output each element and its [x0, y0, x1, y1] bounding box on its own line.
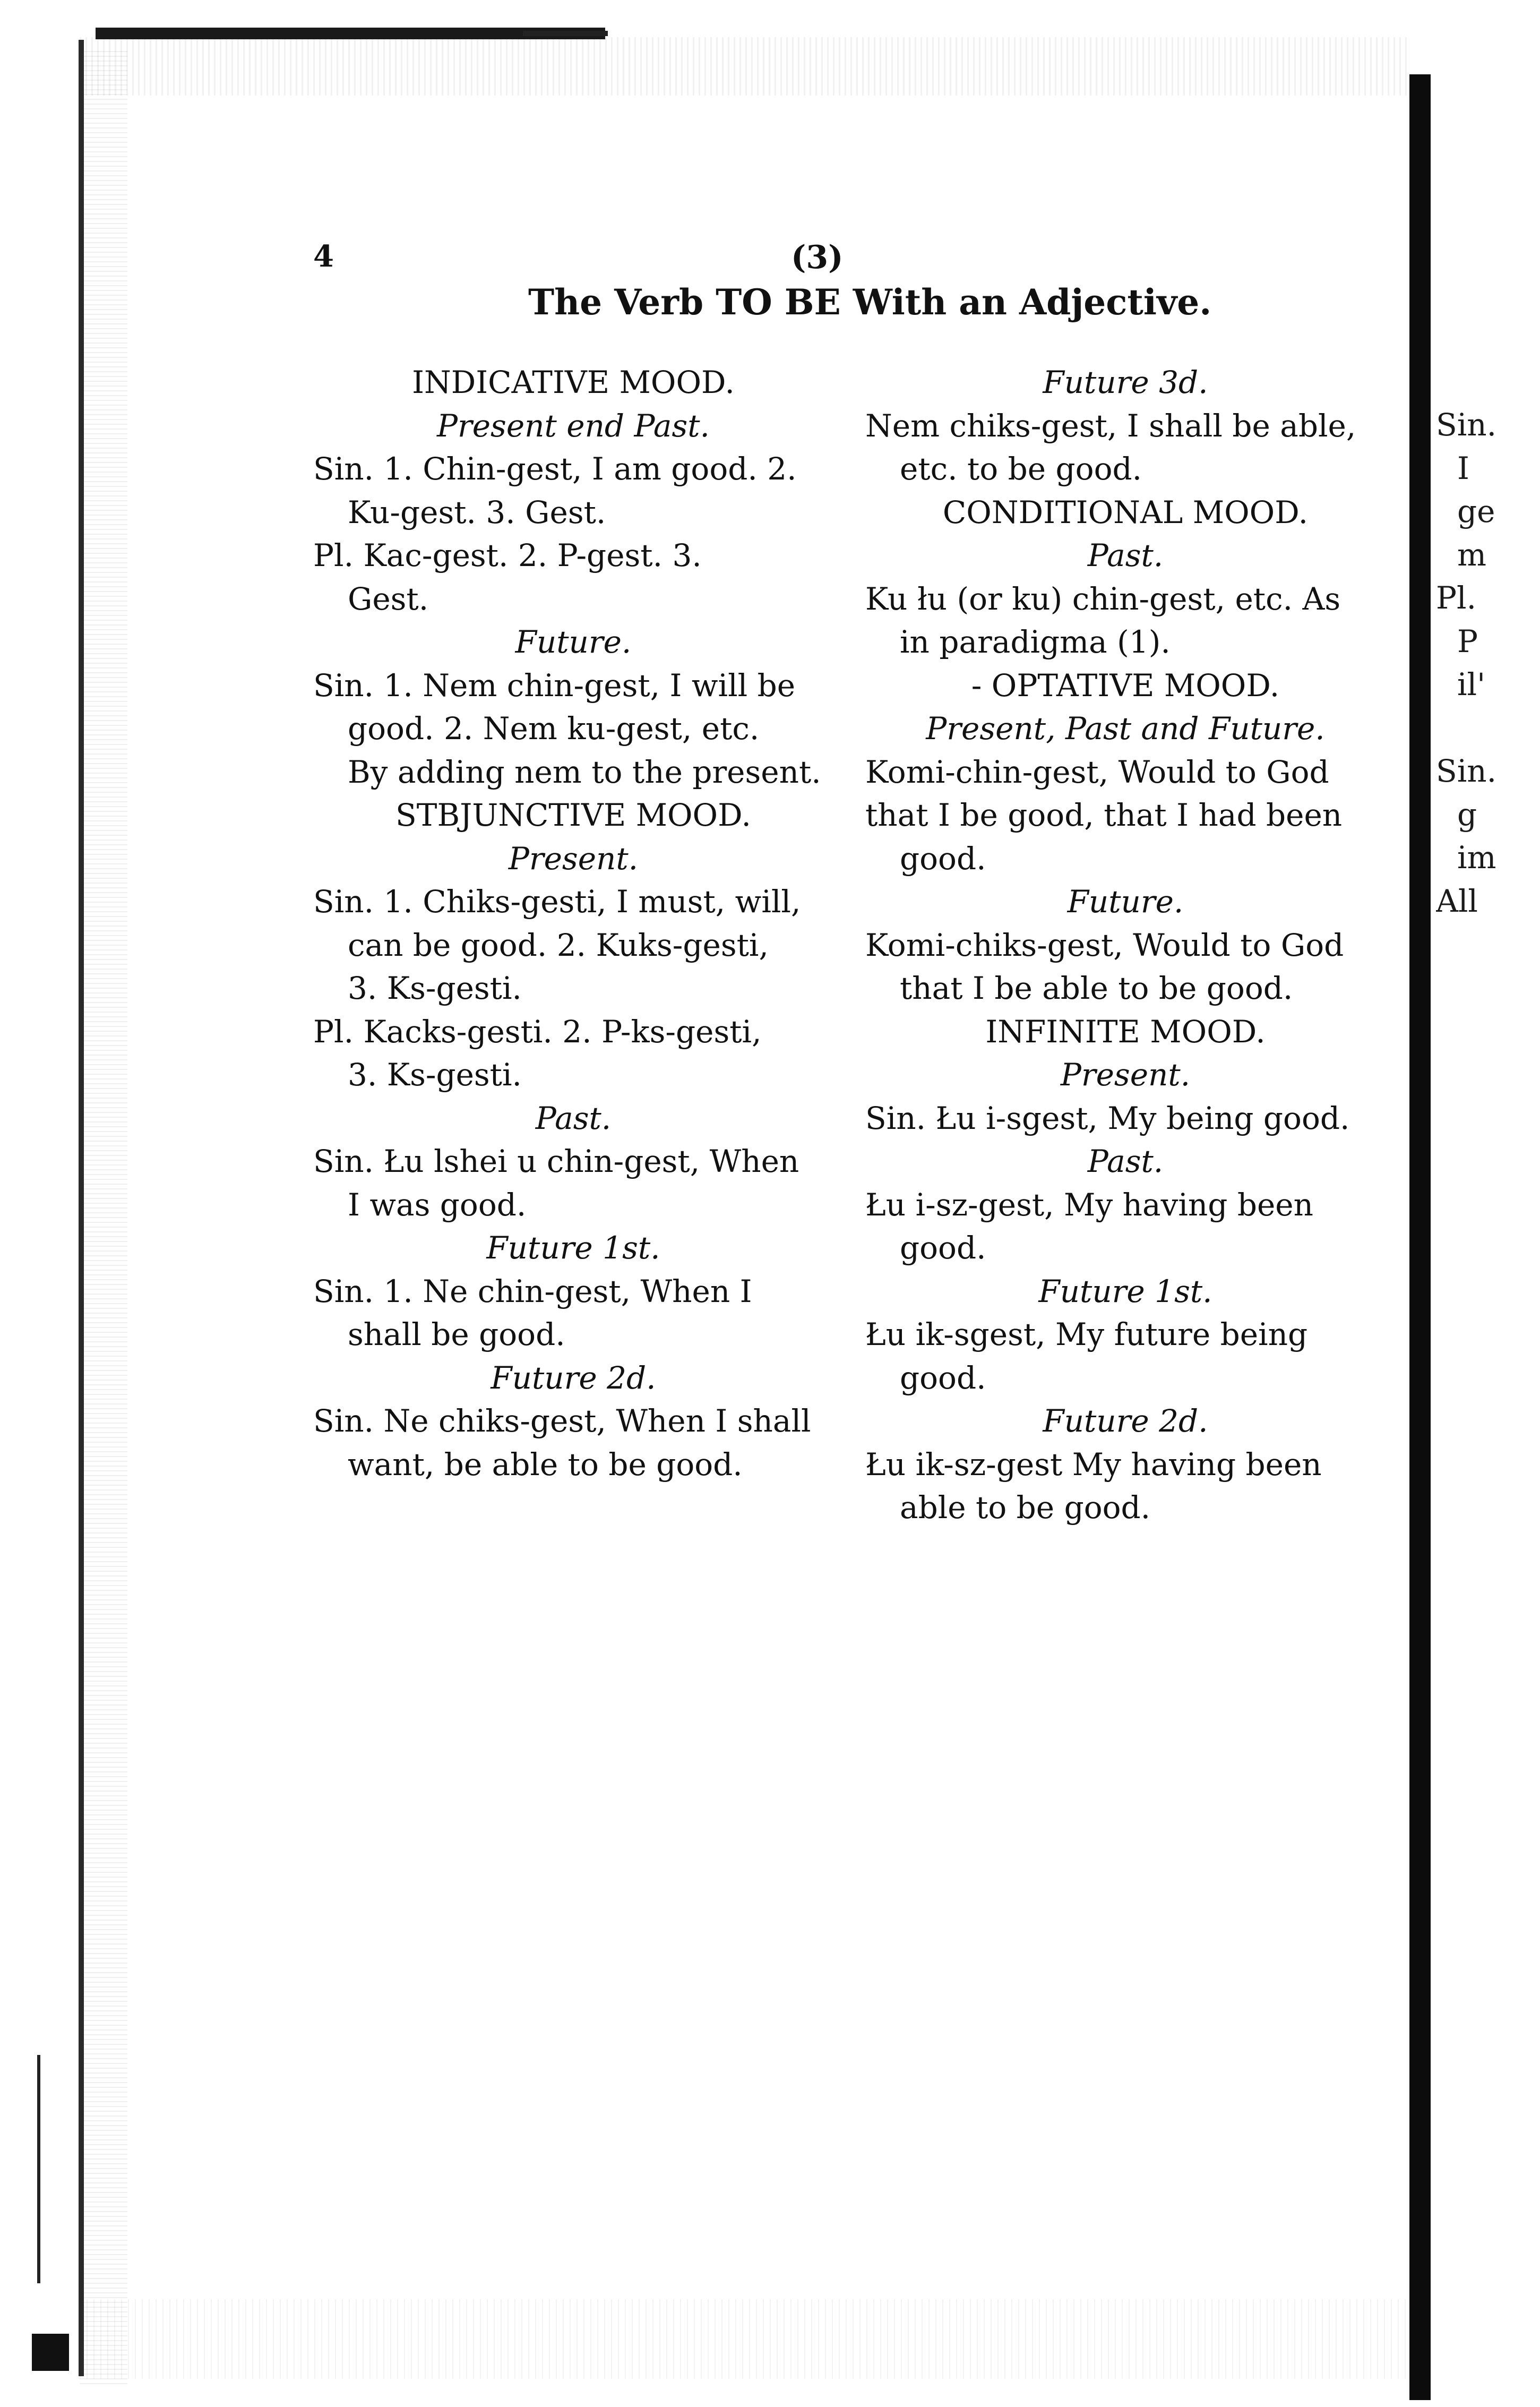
fragment-line: im: [1457, 840, 1496, 876]
tense-subheading: Future 1st.: [1038, 1273, 1212, 1309]
paradigm-line: Łu i-sz-gest, My having been: [865, 1186, 1313, 1223]
tense-subheading: Present end Past.: [436, 407, 710, 444]
fragment-line: I: [1457, 450, 1469, 486]
fragment-line: Sin.: [1436, 753, 1497, 789]
fragment-line: P: [1457, 623, 1478, 659]
paradigm-line: Sin. 1. Chiks-gesti, I must, will,: [313, 884, 801, 920]
fragment-line: il': [1457, 666, 1486, 703]
page-edge-left: [79, 40, 84, 2376]
paradigm-line: Sin. Łu i-sgest, My being good.: [865, 1100, 1350, 1136]
paradigm-line: etc. to be good.: [900, 451, 1142, 487]
fragment-line: ge: [1457, 493, 1495, 529]
mood-heading: STBJUNCTIVE MOOD.: [395, 797, 751, 833]
page-gutter-right: [1409, 74, 1431, 2400]
tense-subheading: Present.: [508, 840, 639, 877]
paradigm-line: good.: [900, 1230, 986, 1266]
paradigm-line: 3. Ks-gesti.: [348, 1057, 522, 1093]
tense-subheading: Past.: [535, 1100, 612, 1136]
paradigm-line: Komi-chin-gest, Would to God: [865, 753, 1329, 790]
paradigm-line: Ku łu (or ku) chin-gest, etc. As: [865, 580, 1341, 617]
paradigm-line: Pl. Kac-gest. 2. P-gest. 3.: [313, 537, 702, 573]
paradigm-line: Ku-gest. 3. Gest.: [348, 494, 606, 530]
scan-stroke-mark: [37, 2055, 40, 2283]
fragment-line: Sin.: [1436, 407, 1497, 443]
page-title: The Verb TO BE With an Adjective.: [528, 281, 1212, 323]
paradigm-line: can be good. 2. Kuks-gesti,: [348, 927, 769, 963]
paradigm-line: Łu ik-sz-gest My having been: [865, 1446, 1322, 1483]
paradigm-line: Sin. 1. Chin-gest, I am good. 2.: [313, 451, 797, 487]
paradigm-line: Sin. Ne chiks-gest, When I shall: [313, 1403, 811, 1439]
paradigm-line: By adding nem to the present.: [348, 753, 821, 790]
paradigm-line: that I be good, that I had been: [865, 797, 1343, 833]
mood-heading: CONDITIONAL MOOD.: [942, 494, 1309, 530]
tense-subheading: Future 3d.: [1043, 364, 1208, 400]
scan-corner-mark: [32, 2334, 69, 2371]
fragment-line: m: [1457, 536, 1486, 573]
paradigm-line: Komi-chiks-gest, Would to God: [865, 927, 1344, 963]
scan-noise-left: [80, 48, 127, 2384]
fragment-line: g: [1457, 796, 1477, 833]
left-column: [313, 361, 833, 1486]
right-column: [865, 361, 1386, 1530]
paradigm-line: Pl. Kacks-gesti. 2. P-ks-gesti,: [313, 1013, 762, 1050]
paradigm-line: in paradigma (1).: [900, 624, 1171, 660]
paradigm-line: Sin. 1. Ne chin-gest, When I: [313, 1273, 752, 1309]
mood-heading: - OPTATIVE MOOD.: [971, 667, 1280, 704]
paradigm-line: Sin. Łu lshei u chin-gest, When: [313, 1143, 799, 1179]
paradigm-line: Łu ik-sgest, My future being: [865, 1316, 1308, 1352]
tense-subheading: Future 2d.: [1043, 1403, 1208, 1439]
section-number: (3): [791, 239, 844, 276]
tense-subheading: Future 2d.: [491, 1359, 656, 1396]
mood-heading: INDICATIVE MOOD.: [412, 364, 735, 400]
paradigm-line: shall be good.: [348, 1316, 565, 1352]
paradigm-line: Nem chiks-gest, I shall be able,: [865, 407, 1356, 444]
tense-subheading: Future 1st.: [486, 1230, 660, 1266]
paradigm-line: good.: [900, 840, 986, 877]
mood-heading: INFINITE MOOD.: [985, 1013, 1266, 1050]
tense-subheading: Past.: [1087, 1143, 1164, 1179]
paradigm-line: able to be good.: [900, 1489, 1151, 1526]
tense-subheading: Present.: [1060, 1057, 1191, 1093]
paradigm-line: good.: [900, 1359, 986, 1396]
tense-subheading: Past.: [1087, 537, 1164, 573]
fragment-line: All: [1436, 883, 1478, 913]
paradigm-line: I was good.: [348, 1186, 527, 1223]
paradigm-line: Gest.: [348, 580, 429, 617]
scan-noise-bottom: [80, 2299, 1417, 2379]
paradigm-line: that I be able to be good.: [900, 970, 1293, 1006]
scan-rule-top-secondary: [523, 31, 608, 36]
next-page-fragment: [1436, 404, 1540, 913]
tense-subheading: Present, Past and Future.: [926, 710, 1325, 747]
paradigm-line: 3. Ks-gesti.: [348, 970, 522, 1006]
scan-noise-top: [80, 37, 1407, 96]
tense-subheading: Future.: [1067, 884, 1184, 920]
paradigm-line: Sin. 1. Nem chin-gest, I will be: [313, 667, 796, 704]
fragment-line: Pl.: [1436, 580, 1477, 616]
page-number: 4: [313, 239, 334, 274]
paradigm-line: want, be able to be good.: [348, 1446, 743, 1483]
paradigm-line: good. 2. Nem ku-gest, etc.: [348, 710, 760, 747]
fragment-line: [1436, 707, 1540, 750]
tense-subheading: Future.: [515, 624, 632, 660]
